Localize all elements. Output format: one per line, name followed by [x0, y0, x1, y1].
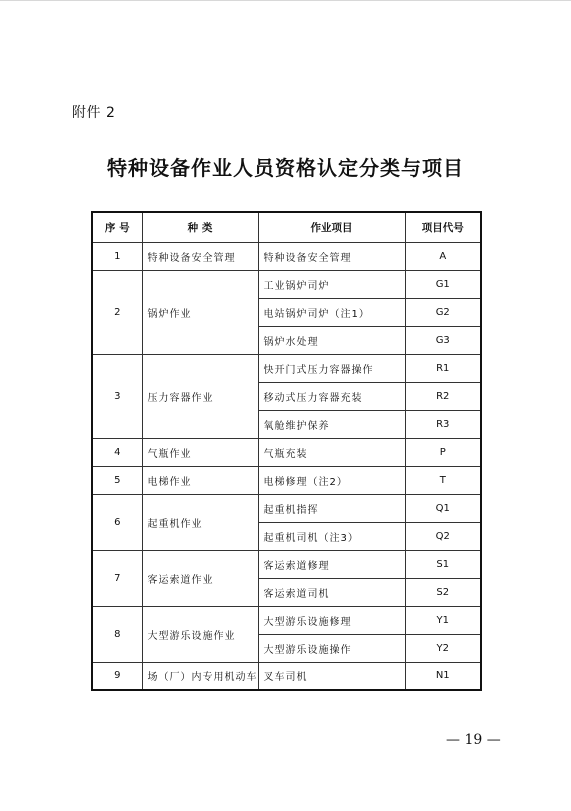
work-item-cell: 移动式压力容器充装: [258, 382, 405, 410]
item-code-cell: N1: [405, 662, 481, 690]
item-code-cell: G3: [405, 326, 481, 354]
work-item-cell: 客运索道修理: [258, 550, 405, 578]
category-cell: 客运索道作业: [142, 550, 258, 606]
table-row: [92, 606, 481, 634]
table-row: [92, 354, 481, 382]
work-item-cell: 大型游乐设施操作: [258, 634, 405, 662]
page-title: 特种设备作业人员资格认定分类与项目: [107, 156, 464, 180]
header-item: 作业项目: [258, 212, 405, 242]
work-item-cell: 叉车司机: [258, 662, 405, 690]
work-item-cell: 起重机指挥: [258, 494, 405, 522]
item-code-cell: T: [405, 466, 481, 494]
work-item-cell: 锅炉水处理: [258, 326, 405, 354]
header-code: 项目代号: [405, 212, 481, 242]
category-cell: 电梯作业: [142, 466, 258, 494]
category-cell: 特种设备安全管理: [142, 242, 258, 270]
item-code-cell: S2: [405, 578, 481, 606]
classification-table: [91, 211, 482, 691]
table-row: [92, 550, 481, 578]
work-item-cell: 工业锅炉司炉: [258, 270, 405, 298]
work-item-cell: 起重机司机（注3）: [258, 522, 405, 550]
work-item-cell: 电站锅炉司炉（注1）: [258, 298, 405, 326]
row-number-cell: 3: [92, 354, 142, 438]
item-code-cell: Q1: [405, 494, 481, 522]
table-row: [92, 466, 481, 494]
table-row: [92, 270, 481, 298]
attachment-label: 附件 2: [72, 105, 116, 121]
work-item-cell: 大型游乐设施修理: [258, 606, 405, 634]
table-body: [92, 242, 481, 690]
item-code-cell: G1: [405, 270, 481, 298]
category-cell: 大型游乐设施作业: [142, 606, 258, 662]
category-cell: 起重机作业: [142, 494, 258, 550]
item-code-cell: P: [405, 438, 481, 466]
row-number-cell: 4: [92, 438, 142, 466]
table-row: [92, 438, 481, 466]
table-header-row: [92, 212, 481, 242]
category-cell: 场（厂）内专用机动车: [142, 662, 258, 690]
header-kind: 种 类: [142, 212, 258, 242]
item-code-cell: R1: [405, 354, 481, 382]
row-number-cell: 2: [92, 270, 142, 354]
page-number: — 19 —: [446, 732, 501, 748]
row-number-cell: 1: [92, 242, 142, 270]
category-cell: 气瓶作业: [142, 438, 258, 466]
row-number-cell: 8: [92, 606, 142, 662]
page-top-rule: [0, 0, 571, 1]
work-item-cell: 电梯修理（注2）: [258, 466, 405, 494]
work-item-cell: 客运索道司机: [258, 578, 405, 606]
category-cell: 压力容器作业: [142, 354, 258, 438]
work-item-cell: 氧舱维护保养: [258, 410, 405, 438]
item-code-cell: R3: [405, 410, 481, 438]
item-code-cell: A: [405, 242, 481, 270]
work-item-cell: 快开门式压力容器操作: [258, 354, 405, 382]
item-code-cell: G2: [405, 298, 481, 326]
row-number-cell: 5: [92, 466, 142, 494]
table-row: [92, 242, 481, 270]
item-code-cell: Q2: [405, 522, 481, 550]
table-row: [92, 662, 481, 690]
row-number-cell: 9: [92, 662, 142, 690]
item-code-cell: R2: [405, 382, 481, 410]
category-cell: 锅炉作业: [142, 270, 258, 354]
item-code-cell: Y1: [405, 606, 481, 634]
row-number-cell: 6: [92, 494, 142, 550]
table-row: [92, 494, 481, 522]
work-item-cell: 气瓶充装: [258, 438, 405, 466]
item-code-cell: Y2: [405, 634, 481, 662]
header-no: 序 号: [92, 212, 142, 242]
work-item-cell: 特种设备安全管理: [258, 242, 405, 270]
item-code-cell: S1: [405, 550, 481, 578]
row-number-cell: 7: [92, 550, 142, 606]
